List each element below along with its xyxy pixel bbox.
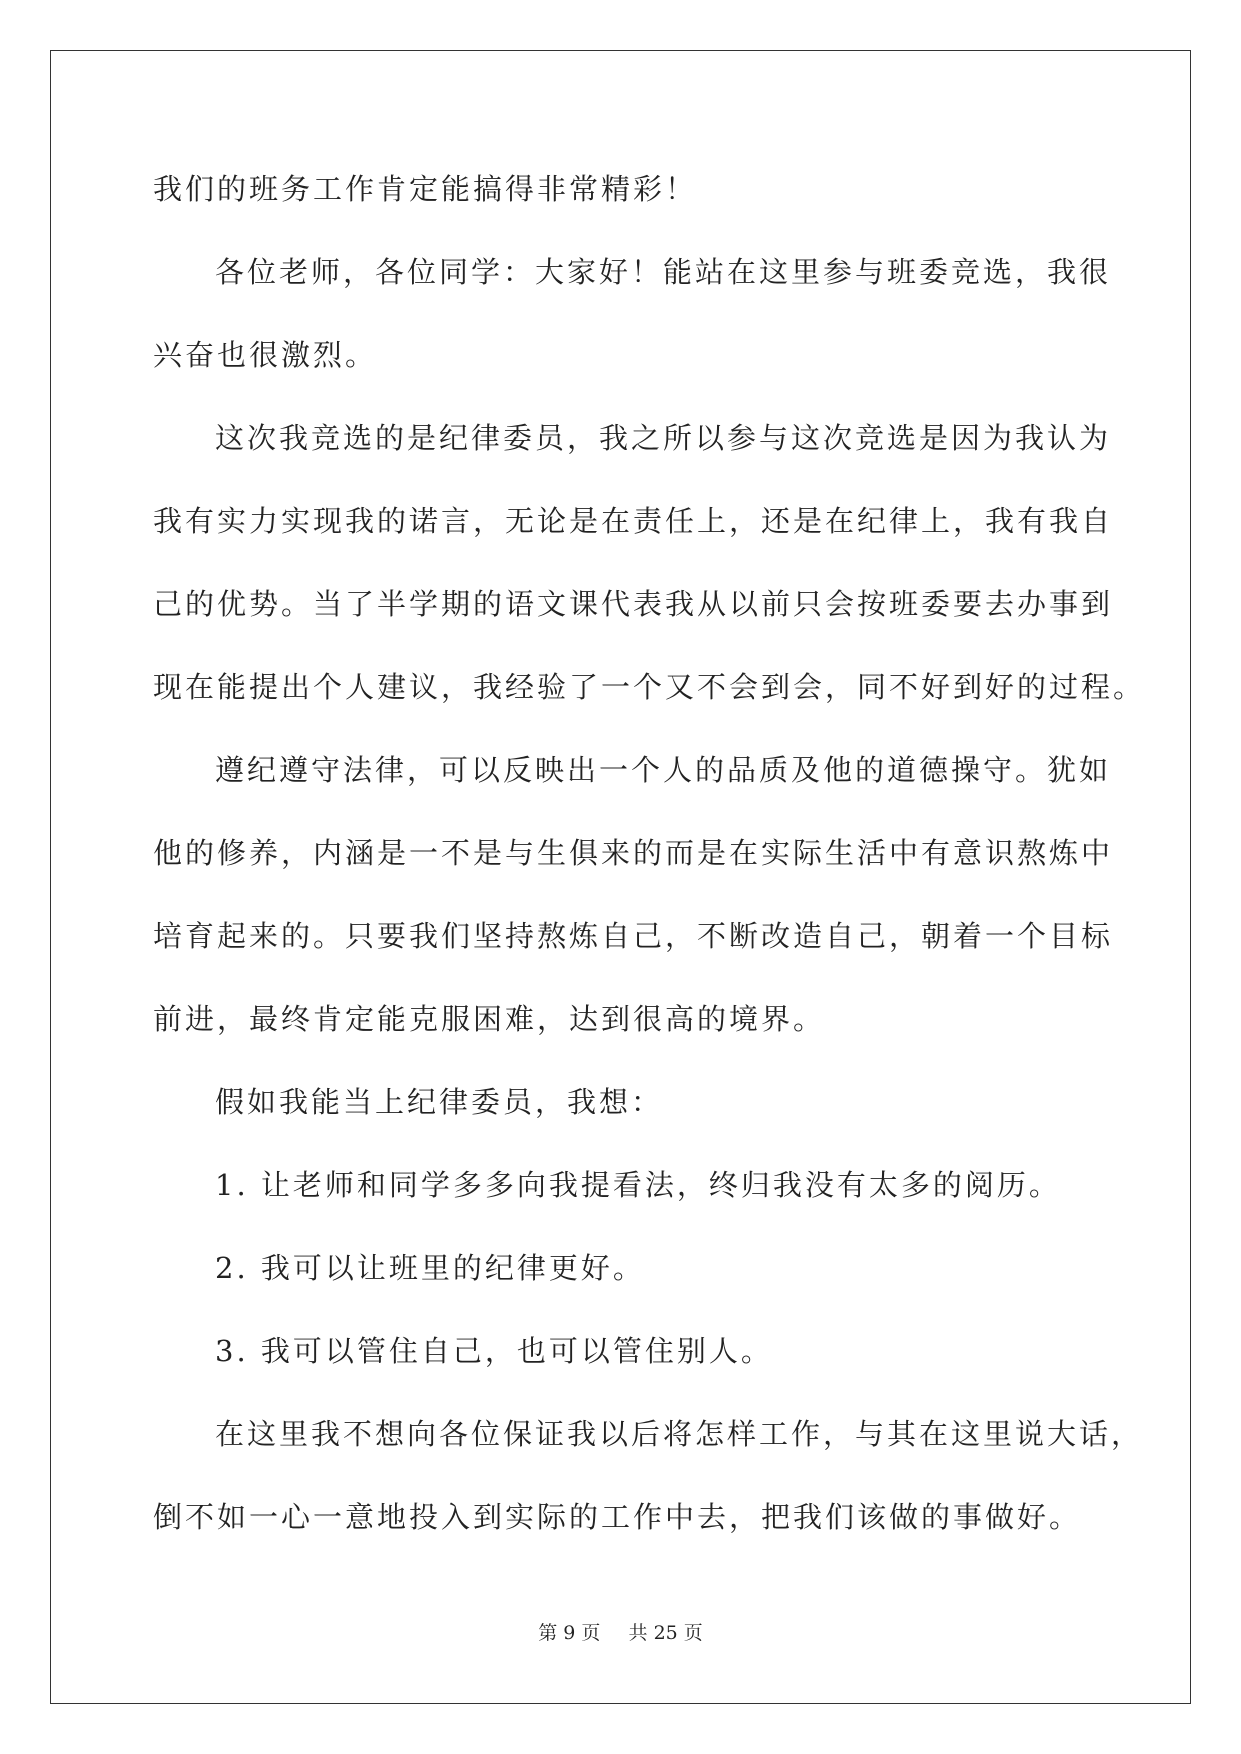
- text-line: 培育起来的。只要我们坚持熬炼自己，不断改造自己，朝着一个目标: [153, 919, 1114, 953]
- page-number: 第 9 页: [538, 1622, 601, 1644]
- text-line: 遵纪遵守法律，可以反映出一个人的品质及他的道德操守。犹如: [215, 753, 1112, 787]
- text-line: 现在能提出个人建议，我经验了一个又不会到会，同不好到好的过程。: [153, 670, 1146, 704]
- text-line: 倒不如一心一意地投入到实际的工作中去，把我们该做的事做好。: [153, 1500, 1082, 1534]
- text-line: 1. 让老师和同学多多向我提看法，终归我没有太多的阅历。: [215, 1168, 1061, 1202]
- text-line: 在这里我不想向各位保证我以后将怎样工作，与其在这里说大话，: [215, 1417, 1144, 1451]
- page-total: 共 25 页: [628, 1622, 703, 1644]
- page-footer: [0, 1618, 1241, 1645]
- text-line: 我有实力实现我的诺言，无论是在责任上，还是在纪律上，我有我自: [153, 504, 1114, 538]
- text-line: 己的优势。当了半学期的语文课代表我从以前只会按班委要去办事到: [153, 587, 1114, 621]
- text-line: 兴奋也很激烈。: [153, 338, 378, 372]
- text-line: 他的修养，内涵是一不是与生俱来的而是在实际生活中有意识熬炼中: [153, 836, 1114, 870]
- text-line: 各位老师，各位同学：大家好！能站在这里参与班委竞选，我很: [215, 255, 1112, 289]
- page-border: [50, 50, 1191, 1704]
- text-line: 前进，最终肯定能克服困难，达到很高的境界。: [153, 1002, 826, 1036]
- text-line: 2. 我可以让班里的纪律更好。: [215, 1251, 645, 1285]
- text-line: 假如我能当上纪律委员，我想：: [215, 1085, 664, 1119]
- text-line: 这次我竞选的是纪律委员，我之所以参与这次竞选是因为我认为: [215, 421, 1112, 455]
- text-line: 我们的班务工作肯定能搞得非常精彩！: [153, 172, 698, 206]
- text-line: 3. 我可以管住自己，也可以管住别人。: [215, 1334, 773, 1368]
